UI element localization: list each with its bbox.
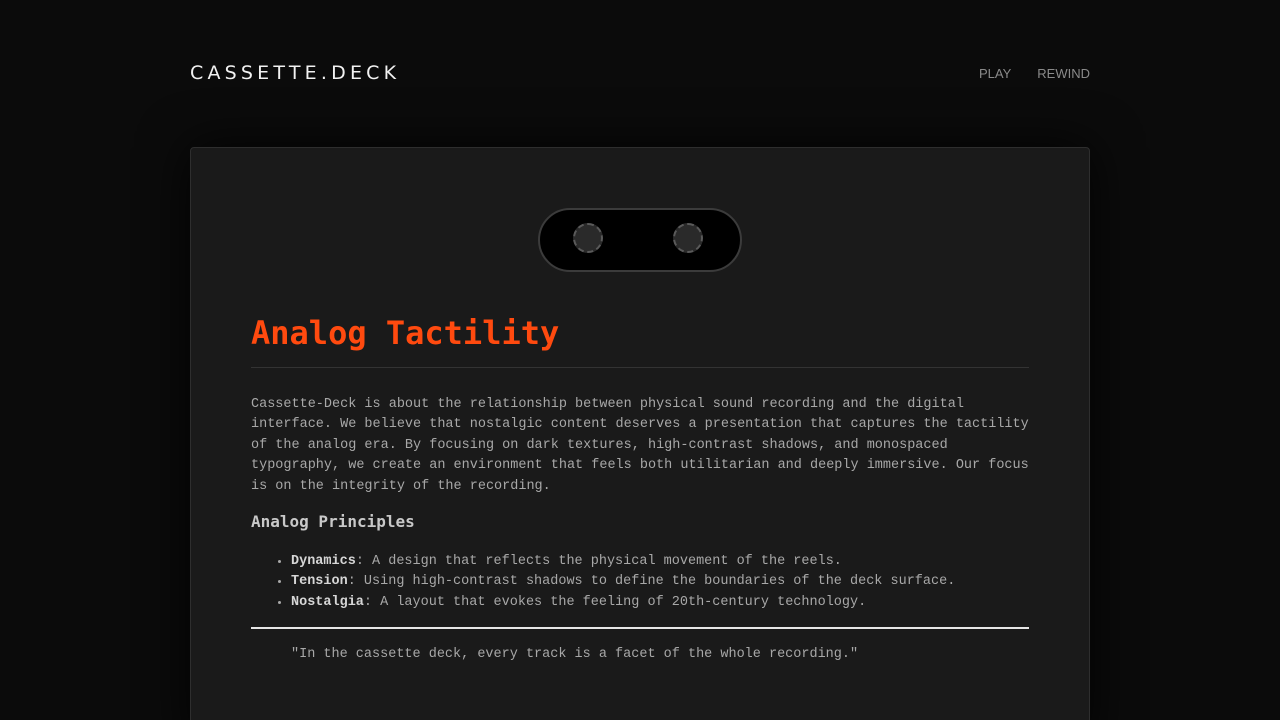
article-intro: Cassette-Deck is about the relationship between physical sound recording and the digital interface. We believe that nostalgic content deserves a presentation that captures the tactility of the analog era. By focusing on dark textures, high-contrast shadows, and monospaced typography, we create an environment that feels both utilitarian and deeply immersive. Our focus is on the integrity of the recording. [251,397,1029,494]
cassette-deck-graphic [538,208,742,272]
site-header [190,60,1090,90]
title-divider [251,367,1029,368]
nav-play-link[interactable]: PLAY [979,66,1012,81]
quote-divider [251,627,1029,629]
principle-text: : Using high-contrast shadows to define the boundaries of the deck surface. [347,574,956,590]
pull-quote: "In the cassette deck, every track is a facet of the whole recording." [291,647,859,662]
principle-term: Nostalgia [291,594,364,610]
content-card [190,147,1090,720]
right-reel-icon [673,223,703,253]
site-logo[interactable]: CASSETTE.DECK [190,62,401,84]
left-reel-icon [573,223,603,253]
principle-term: Dynamics [291,554,356,569]
principle-term: Tension [291,574,348,590]
principle-text: : A layout that evokes the feeling of 20th-century technology. [363,594,867,610]
principles-heading: Analog Principles [251,512,415,531]
list-item [291,572,1031,592]
main-nav [979,66,1090,81]
list-item [291,593,1031,613]
article-title: Analog Tactility [251,314,560,352]
principles-list [251,552,1031,613]
nav-rewind-link[interactable]: REWIND [1037,66,1090,81]
principle-text: : A design that reflects the physical movement of the reels. [355,554,842,569]
list-item [291,552,1031,572]
